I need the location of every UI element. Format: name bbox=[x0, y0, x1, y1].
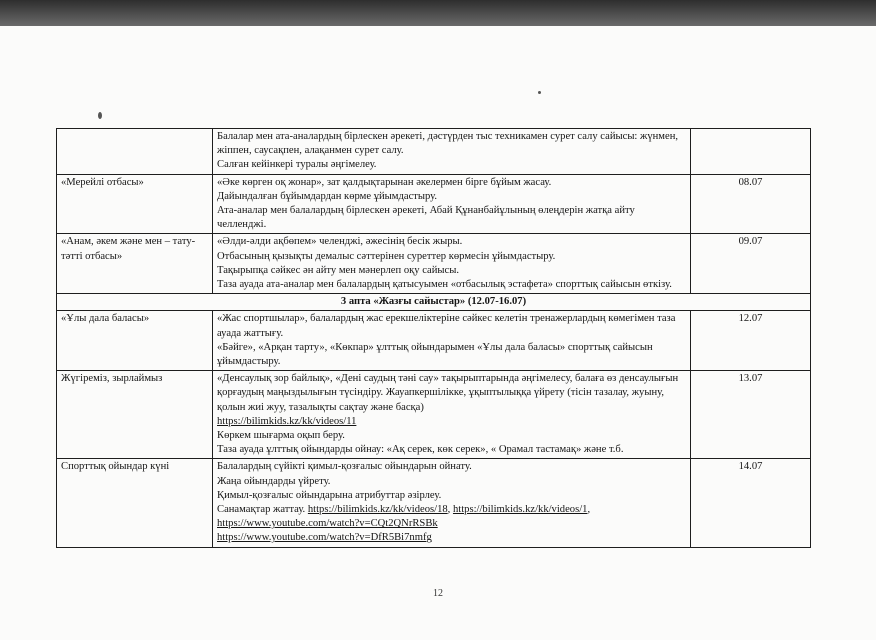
video-link[interactable]: https://bilimkids.kz/kk/videos/1 bbox=[452, 504, 588, 516]
activity-line: Дайындалған бұйымдардан көрме ұйымдастыру. bbox=[217, 190, 438, 202]
activity-line: Тақырыпқа сәйкес ән айту мен мәнерлеп оқу сайысы. bbox=[217, 264, 459, 276]
date-cell: 13.07 bbox=[691, 371, 811, 459]
video-link[interactable]: https://bilimkids.kz/kk/videos/18 bbox=[307, 504, 448, 516]
table-row bbox=[57, 234, 811, 294]
video-link[interactable]: https://bilimkids.kz/kk/videos/11 bbox=[217, 415, 357, 427]
activity-line: «Әке көрген оқ жонар», зат қалдықтарынан әкелермен бірге бұйым жасау. bbox=[217, 176, 552, 188]
activity-line: «Жас спортшылар», балалардың жас ерекшеліктеріне сәйкес келетін тренажерлардың көмегімен таза ауада жаттығу. bbox=[217, 313, 676, 339]
table-row bbox=[57, 174, 811, 234]
activity-cell bbox=[213, 311, 691, 371]
date-cell bbox=[691, 129, 811, 175]
row-title: «Ұлы дала баласы» bbox=[57, 311, 213, 371]
youtube-link[interactable]: https://www.youtube.com/watch?v=DfR5Bi7nmfg bbox=[217, 532, 432, 544]
activity-line: Салған кейінкері туралы әңгімелеу. bbox=[217, 159, 377, 171]
youtube-link[interactable]: https://www.youtube.com/watch?v=CQt2QNrRSBk bbox=[217, 518, 438, 530]
activity-line: «Әлди-әлди ақбөпем» челенджі, әжесінің бесік жыры. bbox=[217, 236, 463, 248]
date-cell: 08.07 bbox=[691, 174, 811, 234]
scanner-top-shadow bbox=[0, 0, 876, 26]
table-row bbox=[57, 371, 811, 459]
activity-cell bbox=[213, 459, 691, 547]
activity-cell bbox=[213, 371, 691, 459]
activity-line: Отбасының қызықты демалыс сәттерінен суреттер көрмесін ұйымдастыру. bbox=[217, 250, 556, 262]
counting-rhymes-line: Санамақтар жаттау. https://bilimkids.kz/kk/videos/18, https://bilimkids.kz/kk/videos/1, bbox=[217, 504, 591, 516]
counting-rhymes-text: Санамақтар жаттау. bbox=[217, 504, 306, 516]
activity-line: «Денсаулық зор байлық», «Дені саудың тәні сау» тақырыптарында әңгімелесу, балаға өз денсаулығын қорғаудың маңыздылығын түсіндіру. Жауапкершілікке, ұқыптылыққа үйрету (тісін тазалау, жуыну, қолын жиі жуу, тазалықты сақтау және басқа) bbox=[217, 373, 679, 413]
page-number: 12 bbox=[433, 588, 443, 599]
activity-line: Таза ауада ата-аналар мен балалардың қатысуымен «отбасылық эстафета» спорттық сайысын өткізу. bbox=[217, 279, 672, 291]
row-title: «Анам, әкем және мен – тату-тәтті отбасы» bbox=[57, 234, 213, 294]
date-cell: 09.07 bbox=[691, 234, 811, 294]
activity-cell bbox=[213, 129, 691, 175]
activity-line: Таза ауада ұлттық ойындарды ойнау: «Ақ серек, көк серек», « Орамал тастамақ» және т.б. bbox=[217, 444, 624, 456]
table-row bbox=[57, 129, 811, 175]
activity-plan-table bbox=[56, 128, 811, 548]
activity-line: Балалардың сүйікті қимыл-қозғалыс ойындарын ойнату. bbox=[217, 461, 472, 473]
activity-cell bbox=[213, 174, 691, 234]
week-header-row bbox=[57, 294, 811, 311]
scan-speck bbox=[538, 91, 541, 94]
date-cell: 12.07 bbox=[691, 311, 811, 371]
table-row bbox=[57, 311, 811, 371]
activity-line: Балалар мен ата-аналардың бірлескен әрекеті, дәстүрден тыс техникамен сурет салу сайысы: жүнмен, жіппен, саусақпен, алақанмен сурет салу. bbox=[217, 131, 679, 157]
row-title: Жүгіреміз, зырлаймыз bbox=[57, 371, 213, 459]
activity-line: Жаңа ойындарды үйрету. bbox=[217, 475, 331, 487]
table-row bbox=[57, 459, 811, 547]
scan-speck bbox=[98, 112, 102, 119]
row-title bbox=[57, 129, 213, 175]
row-title: «Мерейлі отбасы» bbox=[57, 174, 213, 234]
row-title: Спорттық ойындар күні bbox=[57, 459, 213, 547]
activity-line: Ата-аналар мен балалардың бірлескен әрекеті, Абай Құнанбайұлының өлеңдерін жатқа айту челленджі. bbox=[217, 205, 635, 231]
activity-line: «Бәйге», «Арқан тарту», «Көкпар» ұлттық ойындарымен «Ұлы дала баласы» спорттық сайысын ұйымдастыру. bbox=[217, 341, 653, 368]
activity-line: Қимыл-қозғалыс ойындарына атрибуттар әзірлеу. bbox=[217, 489, 442, 501]
week-header: 3 апта «Жазғы сайыстар» (12.07-16.07) bbox=[57, 294, 811, 311]
activity-line: Көркем шығарма оқып беру. bbox=[217, 430, 345, 442]
activity-cell bbox=[213, 234, 691, 294]
date-cell: 14.07 bbox=[691, 459, 811, 547]
